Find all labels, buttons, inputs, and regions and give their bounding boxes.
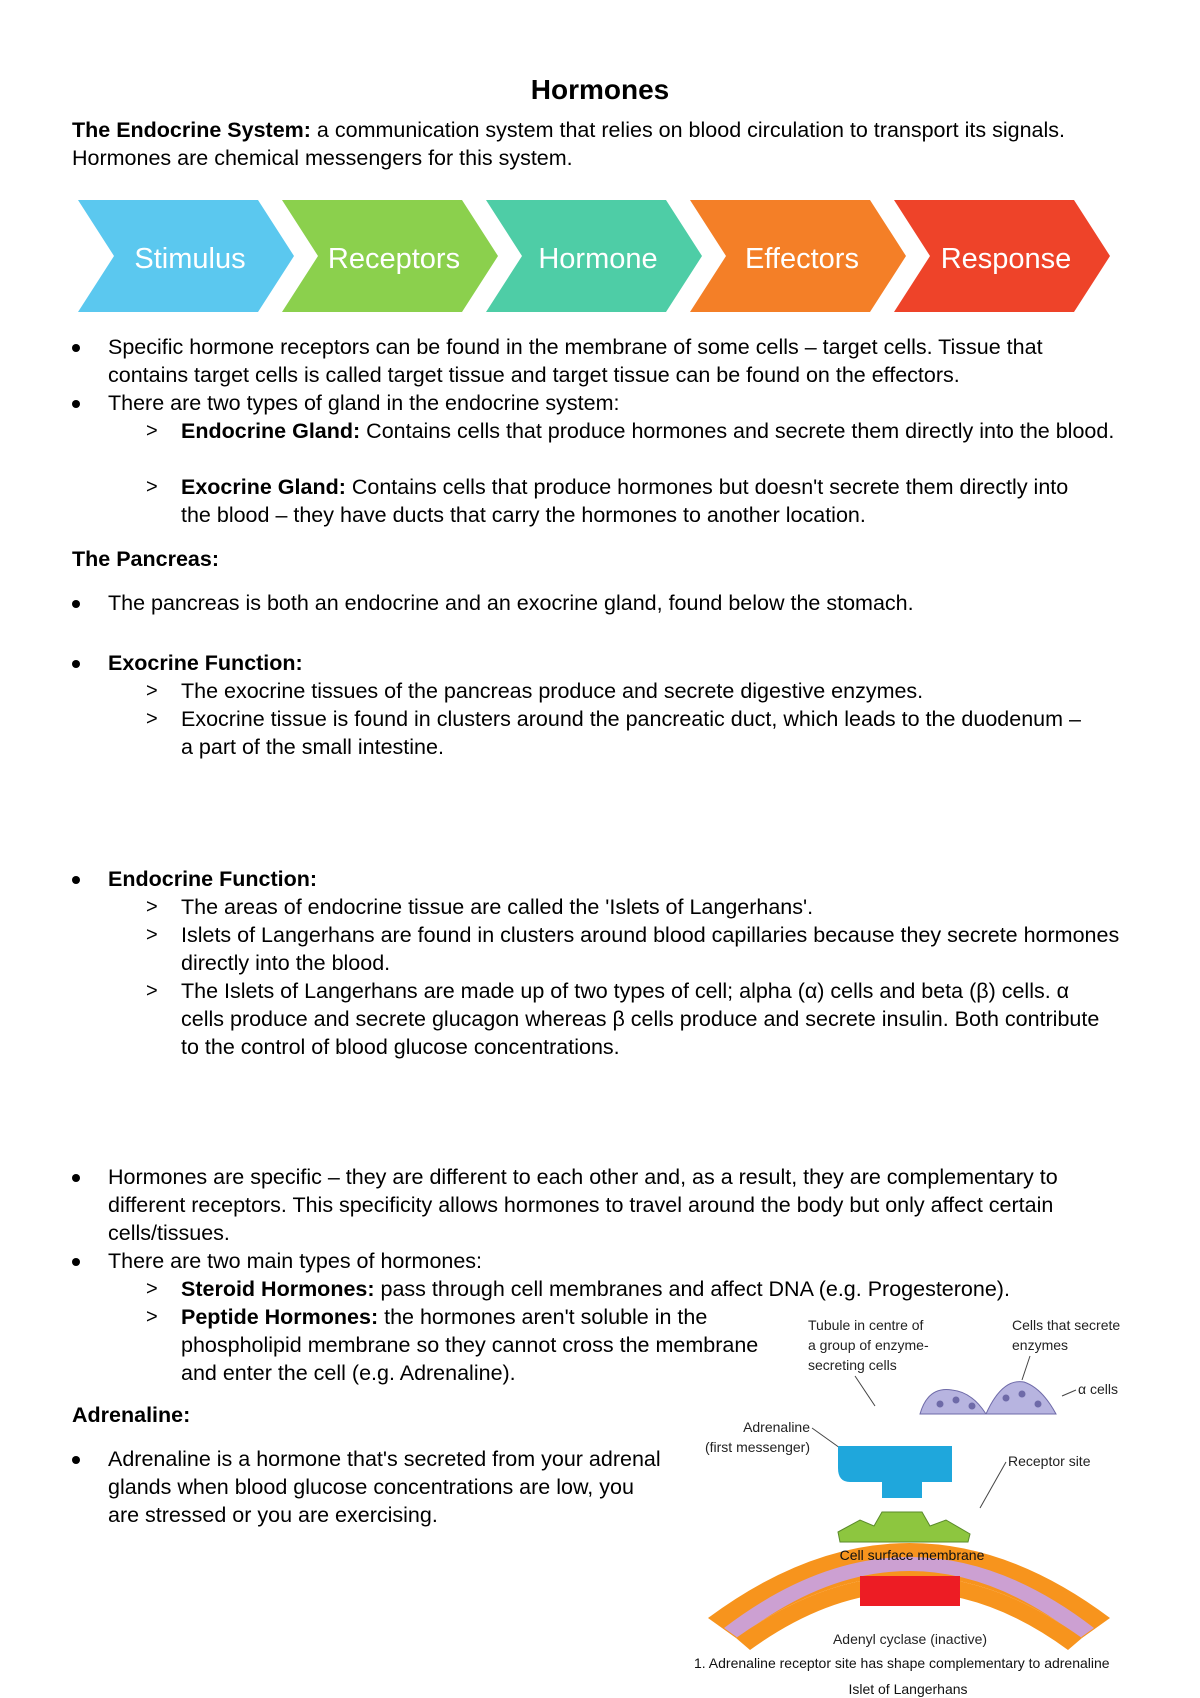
islet-cells-icon <box>920 1382 1056 1414</box>
bullet-dot <box>72 876 80 884</box>
flow-step-hormone <box>486 200 702 312</box>
leader-line <box>980 1462 1006 1508</box>
flow-diagram <box>78 200 1118 312</box>
sub-text: Islets of Langerhans are found in clusters around blood capillaries because they secrete hormones directly into the blood. <box>181 923 1120 975</box>
tubule-label-line: secreting cells <box>808 1357 897 1373</box>
sub-label: Steroid Hormones: <box>181 1277 375 1301</box>
bullet-dot <box>72 1258 80 1266</box>
list-item <box>108 389 1128 417</box>
sub-text: the hormones aren't soluble in the phospholipid membrane so they cannot cross the membrane and enter the cell (e.g. Adrenaline). <box>181 1305 759 1385</box>
adrenaline-receptor-diagram <box>690 1308 1130 1698</box>
adrenaline-label-line: Adrenaline <box>743 1419 810 1435</box>
leader-line <box>1022 1356 1030 1380</box>
intro-paragraph <box>72 116 1132 172</box>
flow-step-effectors <box>690 200 906 312</box>
intro-label: The Endocrine System: <box>72 118 311 142</box>
bullet-text: Hormones are specific – they are different to each other and, as a result, they are complementary to different receptors. This specificity allows hormones to travel around the body but only affect certain cells/tissues. <box>108 1165 1058 1245</box>
flow-label: Response <box>940 243 1072 275</box>
list-item <box>108 1445 668 1529</box>
arrow-bullet-icon: > <box>146 924 158 946</box>
receptor-site-label: Receptor site <box>1008 1453 1091 1469</box>
tubule-label-line: Tubule in centre of <box>808 1317 924 1333</box>
list-item <box>108 589 1128 617</box>
list-item <box>108 1163 1098 1247</box>
sub-label: Exocrine Gland: <box>181 475 346 499</box>
arrow-bullet-icon: > <box>146 476 158 498</box>
section-heading: The Pancreas: <box>72 547 219 571</box>
list-item <box>108 333 1128 389</box>
sub-text: The Islets of Langerhans are made up of two types of cell; alpha (α) cells and beta (β) cells. α cells produce and secrete glucagon whereas β cells produce and secrete insulin. Both contribute to the control of blood glucose concentrations. <box>181 979 1100 1059</box>
flow-label: Effectors <box>745 243 859 275</box>
arrow-bullet-icon: > <box>146 708 158 730</box>
flow-label: Hormone <box>538 243 658 275</box>
bullet-dot <box>72 600 80 608</box>
diagram-caption: 1. Adrenaline receptor site has shape complementary to adrenaline <box>694 1655 1110 1671</box>
adenyl-cyclase-block <box>860 1576 960 1606</box>
sub-text: Exocrine tissue is found in clusters around the pancreatic duct, which leads to the duodenum – a part of the small intestine. <box>181 707 1081 759</box>
sub-list-item <box>146 705 1081 761</box>
sub-list-item <box>146 473 1091 529</box>
cells-label-line: enzymes <box>1012 1337 1069 1353</box>
arrow-bullet-icon: > <box>146 1306 158 1328</box>
arrow-bullet-icon: > <box>146 680 158 702</box>
flow-step-stimulus <box>78 200 294 312</box>
sub-list-item <box>146 417 1131 445</box>
sub-list-item <box>146 677 1131 705</box>
sub-text: Contains cells that produce hormones but doesn't secrete them directly into the blood – they have ducts that carry the hormones to another location. <box>181 475 1069 527</box>
bullet-dot <box>72 1456 80 1464</box>
bullet-text: Specific hormone receptors can be found in the membrane of some cells – target cells. Tissue that contains target cells is called target tissue and target tissue can be found on the effectors. <box>108 335 1043 387</box>
adrenaline-molecule <box>838 1446 952 1498</box>
sub-label: Endocrine Gland: <box>181 419 361 443</box>
bullet-dot <box>72 660 80 668</box>
bullet-dot <box>72 1174 80 1182</box>
bullet-dot <box>72 344 80 352</box>
adrenaline-label-line: (first messenger) <box>704 1439 810 1455</box>
list-item <box>108 649 1128 677</box>
bullet-text: There are two main types of hormones: <box>108 1249 483 1273</box>
arrow-bullet-icon: > <box>146 1278 158 1300</box>
alpha-cells-label: α cells <box>1078 1381 1118 1397</box>
section-heading: Adrenaline: <box>72 1403 191 1427</box>
sub-text: Contains cells that produce hormones and secrete them directly into the blood. <box>360 419 1115 443</box>
sub-text: pass through cell membranes and affect DNA (e.g. Progesterone). <box>374 1277 1010 1301</box>
receptor-protein <box>838 1512 970 1542</box>
arrow-bullet-icon: > <box>146 420 158 442</box>
sub-text: The areas of endocrine tissue are called the 'Islets of Langerhans'. <box>181 895 814 919</box>
tubule-label-line: a group of enzyme- <box>808 1337 929 1353</box>
leader-line <box>1062 1390 1076 1396</box>
sub-list-item <box>146 893 1131 921</box>
sub-list-item <box>146 977 1101 1061</box>
arrow-bullet-icon: > <box>146 896 158 918</box>
flow-label: Stimulus <box>134 243 246 275</box>
page-title: Hormones <box>530 74 670 105</box>
intro-text: a communication system that relies on blood circulation to transport its signals. Hormones are chemical messengers for this system. <box>72 118 1065 170</box>
leader-line <box>855 1376 875 1406</box>
sub-text: The exocrine tissues of the pancreas produce and secrete digestive enzymes. <box>181 679 924 703</box>
cells-label-line: Cells that secrete <box>1012 1317 1121 1333</box>
adenyl-cyclase-label: Adenyl cyclase (inactive) <box>832 1631 988 1647</box>
bullet-heading: Exocrine Function: <box>108 651 303 675</box>
sub-label: Peptide Hormones: <box>181 1305 379 1329</box>
bullet-text: There are two types of gland in the endocrine system: <box>108 391 620 415</box>
flow-step-response <box>894 200 1110 312</box>
leader-line <box>812 1428 840 1448</box>
bullet-text: Adrenaline is a hormone that's secreted from your adrenal glands when blood glucose concentrations are low, you are stressed or you are exercising. <box>108 1447 661 1527</box>
sub-list-item <box>146 1275 1131 1303</box>
bullet-text: The pancreas is both an endocrine and an exocrine gland, found below the stomach. <box>108 591 914 615</box>
bullet-heading: Endocrine Function: <box>108 867 318 891</box>
bullet-dot <box>72 400 80 408</box>
list-item <box>108 1247 1128 1275</box>
list-item <box>108 865 1128 893</box>
arrow-bullet-icon: > <box>146 980 158 1002</box>
membrane-label: Cell surface membrane <box>839 1547 985 1563</box>
flow-step-receptors <box>282 200 498 312</box>
islet-label: Islet of Langerhans <box>848 1681 968 1697</box>
flow-label: Receptors <box>327 243 461 275</box>
sub-list-item <box>146 921 1136 977</box>
